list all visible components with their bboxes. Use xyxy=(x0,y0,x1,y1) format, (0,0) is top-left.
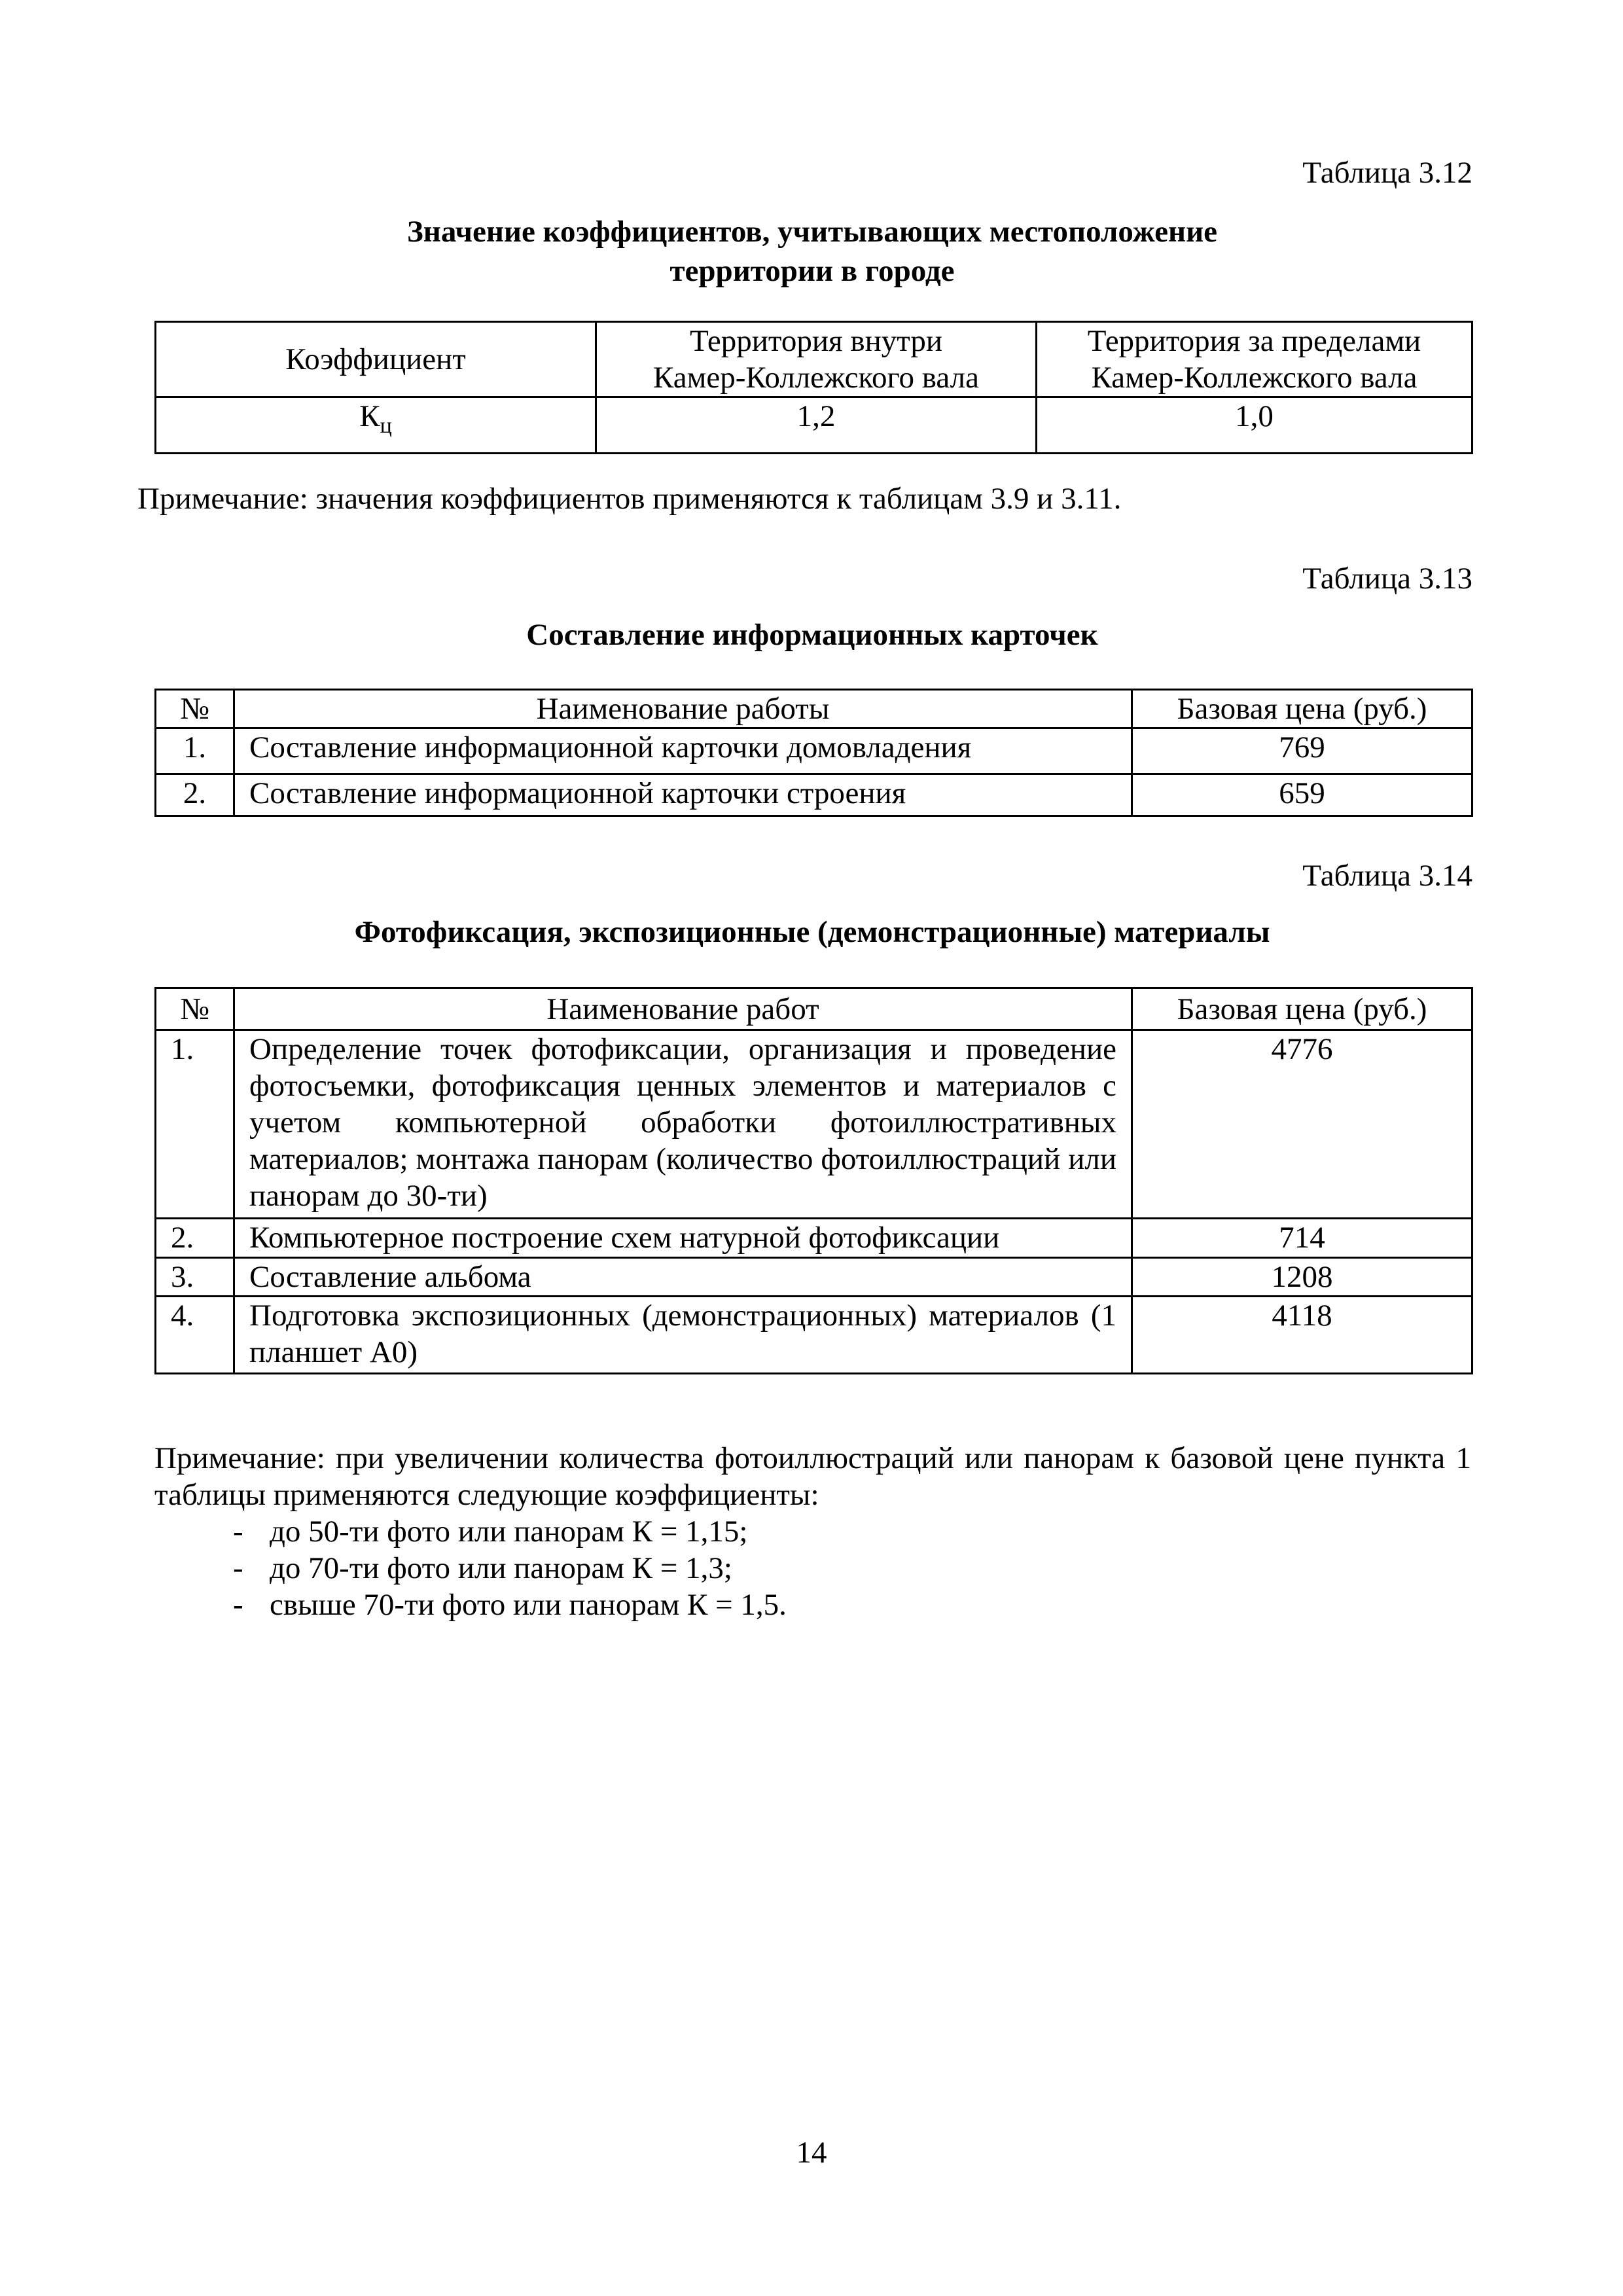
row-number: 2. xyxy=(156,1219,234,1258)
list-item xyxy=(233,1587,1471,1623)
list-item xyxy=(233,1513,1471,1550)
table-3-12-note: Примечание: значения коэффициентов применяются к таблицам 3.9 и 3.11. xyxy=(137,482,1122,516)
table-3-14-note xyxy=(154,1440,1471,1623)
coefficient-symbol: К xyxy=(359,399,380,433)
row-price: 714 xyxy=(1132,1219,1472,1258)
header-number: № xyxy=(156,690,234,728)
list-item-text: свыше 70-ти фото или панорам К = 1,5. xyxy=(270,1588,787,1622)
table-row xyxy=(156,1258,1472,1297)
header-inside-line2: Камер-Коллежского вала xyxy=(653,361,979,395)
header-base-price: Базовая цена (руб.) xyxy=(1132,988,1472,1030)
table-3-13-title: Составление информационных карточек xyxy=(526,618,1098,652)
coefficient-cell xyxy=(156,397,596,454)
table-row xyxy=(156,1297,1472,1374)
list-dash: - xyxy=(233,1551,243,1585)
header-number: № xyxy=(156,988,234,1030)
row-work-name: Составление альбома xyxy=(234,1258,1132,1297)
row-number: 4. xyxy=(156,1297,234,1374)
outside-value: 1,0 xyxy=(1037,397,1472,454)
header-coefficient: Коэффициент xyxy=(156,322,596,397)
coefficient-subscript: ц xyxy=(380,414,392,438)
note-text: Примечание: при увеличении количества фотоиллюстраций или панорам к базовой цене пункта 1 таблицы применяются следующие коэффициенты: xyxy=(154,1441,1471,1512)
table-3-12 xyxy=(154,321,1473,454)
list-item-text: до 70-ти фото или панорам К = 1,3; xyxy=(270,1551,732,1585)
inside-value: 1,2 xyxy=(596,397,1037,454)
header-work-name: Наименование работ xyxy=(234,988,1132,1030)
page-number: 14 xyxy=(796,2136,827,2170)
table-row xyxy=(156,774,1472,816)
header-work-name: Наименование работы xyxy=(234,690,1132,728)
row-work-name: Подготовка экспозиционных (демонстрационных) материалов (1 планшет А0) xyxy=(234,1297,1132,1374)
table-3-14 xyxy=(154,987,1473,1374)
table-3-13 xyxy=(154,689,1473,817)
list-dash: - xyxy=(233,1515,243,1549)
row-price: 769 xyxy=(1132,728,1472,774)
table-3-12-title-line1: Значение коэффициентов, учитывающих местоположение xyxy=(406,215,1218,249)
row-price: 1208 xyxy=(1132,1258,1472,1297)
list-item xyxy=(233,1550,1471,1587)
header-outside-line2: Камер-Коллежского вала xyxy=(1091,361,1418,395)
header-outside-line1: Территория за пределами xyxy=(1087,324,1421,358)
list-dash: - xyxy=(233,1588,243,1622)
header-base-price: Базовая цена (руб.) xyxy=(1132,690,1472,728)
table-row xyxy=(156,322,1472,397)
table-3-14-title: Фотофиксация, экспозиционные (демонстрационные) материалы xyxy=(354,915,1270,949)
row-work-name: Определение точек фотофиксации, организация и проведение фотосъемки, фотофиксация ценных элементов и материалов с учетом компьютерной обработки фотоиллюстративных материалов; монтажа панорам (количество фотоиллюстраций или панорам до 30-ти) xyxy=(234,1030,1132,1219)
table-3-12-title xyxy=(154,212,1470,291)
table-3-13-label: Таблица 3.13 xyxy=(1302,562,1472,596)
row-work-name: Составление информационной карточки строения xyxy=(234,774,1132,816)
list-item-text: до 50-ти фото или панорам К = 1,15; xyxy=(270,1515,748,1549)
table-row xyxy=(156,1219,1472,1258)
coefficient-list xyxy=(154,1513,1471,1623)
header-inside xyxy=(596,322,1037,397)
table-row xyxy=(156,397,1472,454)
row-work-name: Составление информационной карточки домовладения xyxy=(234,728,1132,774)
row-price: 4118 xyxy=(1132,1297,1472,1374)
table-row xyxy=(156,690,1472,728)
table-3-14-label: Таблица 3.14 xyxy=(1302,859,1472,893)
row-price: 659 xyxy=(1132,774,1472,816)
row-number: 3. xyxy=(156,1258,234,1297)
row-price: 4776 xyxy=(1132,1030,1472,1219)
header-inside-line1: Территория внутри xyxy=(690,324,942,358)
table-row xyxy=(156,728,1472,774)
header-outside xyxy=(1037,322,1472,397)
table-row xyxy=(156,988,1472,1030)
row-number: 2. xyxy=(156,774,234,816)
table-3-12-label: Таблица 3.12 xyxy=(1302,156,1472,190)
table-row xyxy=(156,1030,1472,1219)
row-number: 1. xyxy=(156,728,234,774)
row-work-name: Компьютерное построение схем натурной фотофиксации xyxy=(234,1219,1132,1258)
row-number: 1. xyxy=(156,1030,234,1219)
table-3-12-title-line2: территории в городе xyxy=(669,254,955,288)
